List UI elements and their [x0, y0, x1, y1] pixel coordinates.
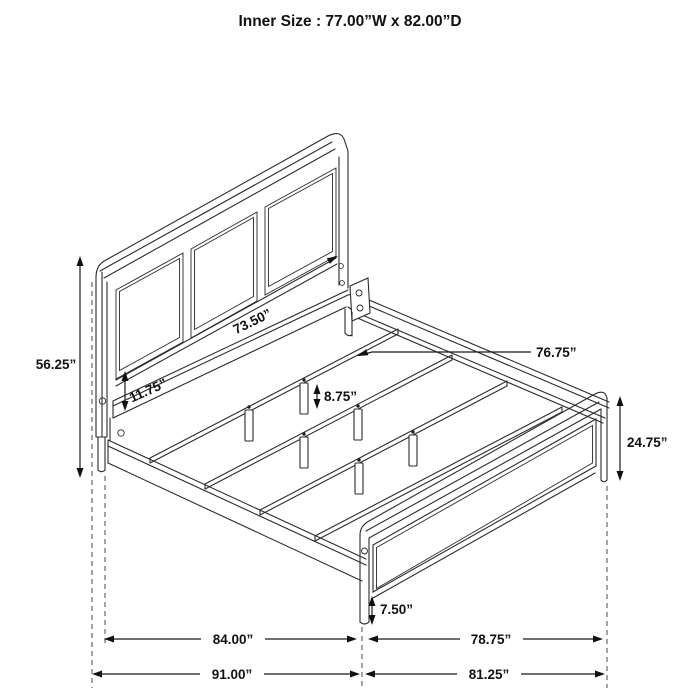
slat-leg: [245, 410, 253, 441]
dim-label-panel-to-rail-gap: 11.75”: [126, 375, 170, 406]
dim-label-slat-leg-height: 8.75”: [324, 389, 358, 404]
dim-label-footboard-leg-height: 7.50”: [380, 602, 414, 617]
footboard: [360, 392, 607, 624]
slat-leg: [355, 463, 363, 494]
headboard: [96, 134, 370, 472]
diagram-title: Inner Size : 77.00”W x 82.00”D: [238, 13, 462, 30]
mounting-bracket: [350, 278, 370, 321]
dimension-labels: [36, 13, 668, 682]
near-side-rail: [108, 430, 366, 581]
dim-label-frame-inner-width: 78.75”: [470, 632, 512, 647]
dim-label-headboard-height: 56.25”: [35, 357, 77, 372]
slat-leg: [409, 435, 417, 466]
dim-label-headboard-inner-width: 73.50”: [230, 305, 274, 338]
slat-leg: [300, 383, 308, 414]
dim-label-frame-inner-depth: 84.00”: [212, 632, 254, 647]
dim-label-slat-length: 76.75”: [536, 345, 577, 360]
dim-label-frame-outer-depth: 91.00”: [211, 667, 253, 682]
slat-leg: [354, 409, 362, 440]
slat-leg: [300, 437, 308, 468]
dim-label-footboard-height: 24.75”: [627, 435, 668, 450]
dim-label-frame-outer-width: 81.25”: [468, 667, 510, 682]
